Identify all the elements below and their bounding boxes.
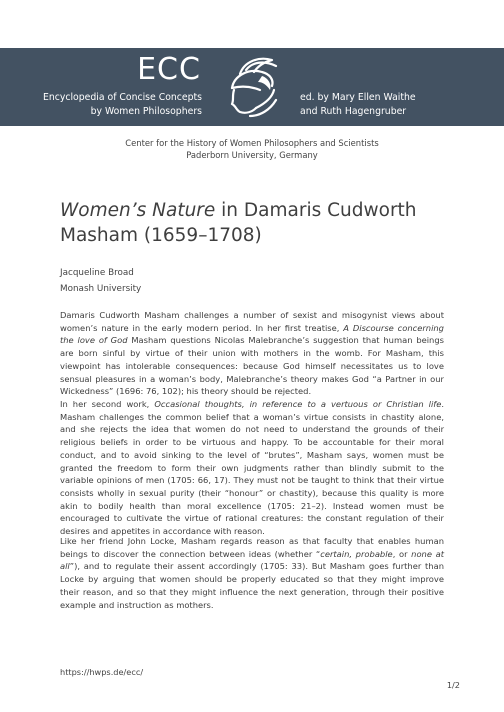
p1-text-c: Masham questions Nicolas Malebranche’s suggestion that human beings are born sinful by virtue of their union with mothers in the womb. For Masham, this viewpoint has intolerable consequences: because God himself necessitates us to love sensual pleasures in a woman’s body, Malebranche’s theory makes God “a Partner in our Wickedness” (1696: 76, 102); his theory should be rejected.: [60, 335, 444, 397]
p1-italic-title: A Discourse concerning the love of God: [60, 322, 444, 346]
page-number: 1/2: [446, 680, 460, 690]
footer-url-link[interactable]: https://hwps.de/ecc/: [60, 667, 144, 677]
institution-name: Center for the History of Women Philosophers and Scientists: [125, 138, 379, 148]
paragraph-1: [60, 309, 444, 398]
institution-location: Paderborn University, Germany: [186, 150, 318, 160]
p3-text-e: ”), and to regulate their assent accordingly (1705: 33). But Masham goes further than Locke by arguing that women should be properly educated so that they might improve their reason, and so that they might influence the next generation, through their positive example and instruction as mothers.: [60, 561, 444, 610]
p1-text-a: Damaris Cudworth Masham challenges a number of sexist and misogynist views about women’s nature in the early modern period. In her first treatise,: [60, 310, 444, 333]
author-affiliation: Monash University: [60, 284, 142, 294]
encyclopedia-title-line2: by Women Philosophers: [90, 106, 202, 117]
editors-line2: and Ruth Hagengruber: [300, 106, 407, 117]
helmeted-head-logo-icon: [210, 54, 294, 124]
encyclopedia-title-line1: Encyclopedia of Concise Concepts: [42, 92, 202, 103]
p3-italic-1: certain, probable: [320, 548, 393, 559]
title-italic-part: Women’s Nature: [60, 200, 216, 221]
paragraph-2: [60, 398, 444, 538]
ecc-logo-text: ECC: [137, 52, 201, 87]
article-title-line1: [60, 200, 417, 221]
title-rest-part: in Damaris Cudworth: [215, 200, 417, 221]
article-title: [60, 198, 460, 248]
p3-text-a: Like her friend John Locke, Masham regards reason as that faculty that enables human beings to discover the connection between ideas (whether “: [60, 536, 444, 559]
header-banner: [0, 48, 504, 126]
paragraph-3: [60, 535, 444, 611]
p2-text-a: In her second work,: [60, 399, 155, 409]
article-title-line2: Masham (1659–1708): [60, 225, 262, 246]
p2-italic-title: Occasional thoughts, in reference to a vertuous or Christian life: [154, 399, 442, 409]
p3-italic-2: none at all: [60, 548, 444, 572]
editors-line1: ed. by Mary Ellen Waithe: [300, 92, 416, 103]
p2-text-c: . Masham challenges the common belief that a woman’s virtue consists in chastity alone, and she rejects the idea that women do not need to understand the grounds of their religious beliefs in order to be virtuous and happy. To be accountable for their moral conduct, and to avoid sinking to the level of “brutes”, Masham says, women must be granted the freedom to form their own judgments rather than blindly submit to the variable opinions of men (1705: 66, 17). They must not be taught to think that their virtue consists wholly in sexual purity (their “honour” or chastity), because this quality is more akin to bodily health than moral excellence (1705: 21–2). Instead women must be encouraged to cultivate the virtue of rational creatures: the constant regulation of their desires and appetites in accordance with reason.: [60, 399, 444, 537]
author-name: Jacqueline Broad: [60, 268, 134, 278]
p3-text-c: , or: [392, 548, 412, 559]
